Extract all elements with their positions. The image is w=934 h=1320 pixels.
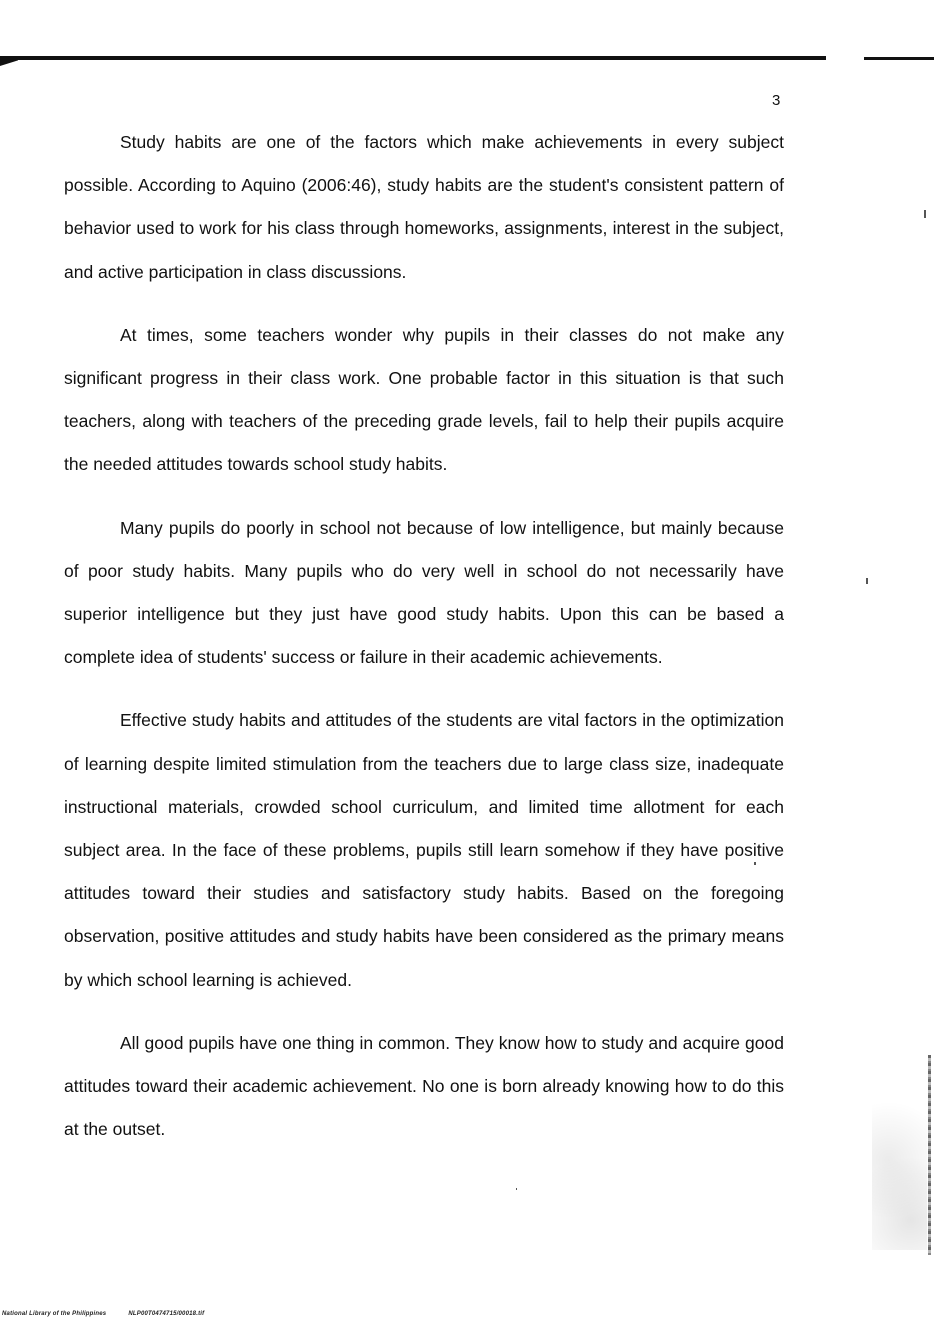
paragraph-2: At times, some teachers wonder why pupils in their classes do not make any significant progress in their class work. One probable factor in this situation is that such teachers, along with teachers of the preceding grade levels, fail to help their pupils acquire the needed attitudes towards school study habits.: [64, 324, 784, 475]
document-body: [64, 121, 784, 1171]
footer-library: National Library of the Philippines: [2, 1311, 107, 1317]
page-number: 3: [772, 92, 781, 109]
scan-speck: [754, 862, 756, 865]
scan-border-line: [0, 56, 826, 60]
scan-edge-strip: [928, 1055, 931, 1255]
paragraph-1: Study habits are one of the factors which make achievements in every subject possible. According to Aquino (2006:46), study habits are the student's consistent pattern of behavior used to work for his class through homeworks, assignments, interest in the subject, and active participation in class discussions.: [64, 132, 784, 282]
footer-code: NLP00T0474715/00018.tif: [128, 1311, 205, 1317]
scan-speck: [866, 578, 868, 584]
scan-edge-noise: [872, 1100, 927, 1250]
paragraph-3: Many pupils do poorly in school not because of low intelligence, but mainly because of poor study habits. Many pupils who do very well in school do not necessarily have superior intelligence but they just have good study habits. Upon this can be based a complete idea of students' success or failure in their academic achievements.: [64, 517, 784, 668]
scan-speck: [924, 210, 926, 218]
scan-speck: [516, 1188, 517, 1190]
scan-border-mark: [0, 58, 18, 66]
footer-stamp: [2, 1311, 204, 1317]
paragraph-5: All good pupils have one thing in common. They know how to study and acquire good attitudes toward their academic achievement. No one is born already knowing how to do this at the outset.: [64, 1032, 784, 1140]
scan-border-line-right: [864, 57, 934, 60]
paragraph-4: Effective study habits and attitudes of the students are vital factors in the optimization of learning despite limited stimulation from the teachers due to large class size, inadequate instructional materials, crowded school curriculum, and limited time allotment for each subject area. In the face of these problems, pupils still learn somehow if they have positive attitudes toward their studies and satisfactory study habits. Based on the foregoing observation, positive attitudes and study habits have been considered as the primary means by which school learning is achieved.: [64, 710, 784, 990]
